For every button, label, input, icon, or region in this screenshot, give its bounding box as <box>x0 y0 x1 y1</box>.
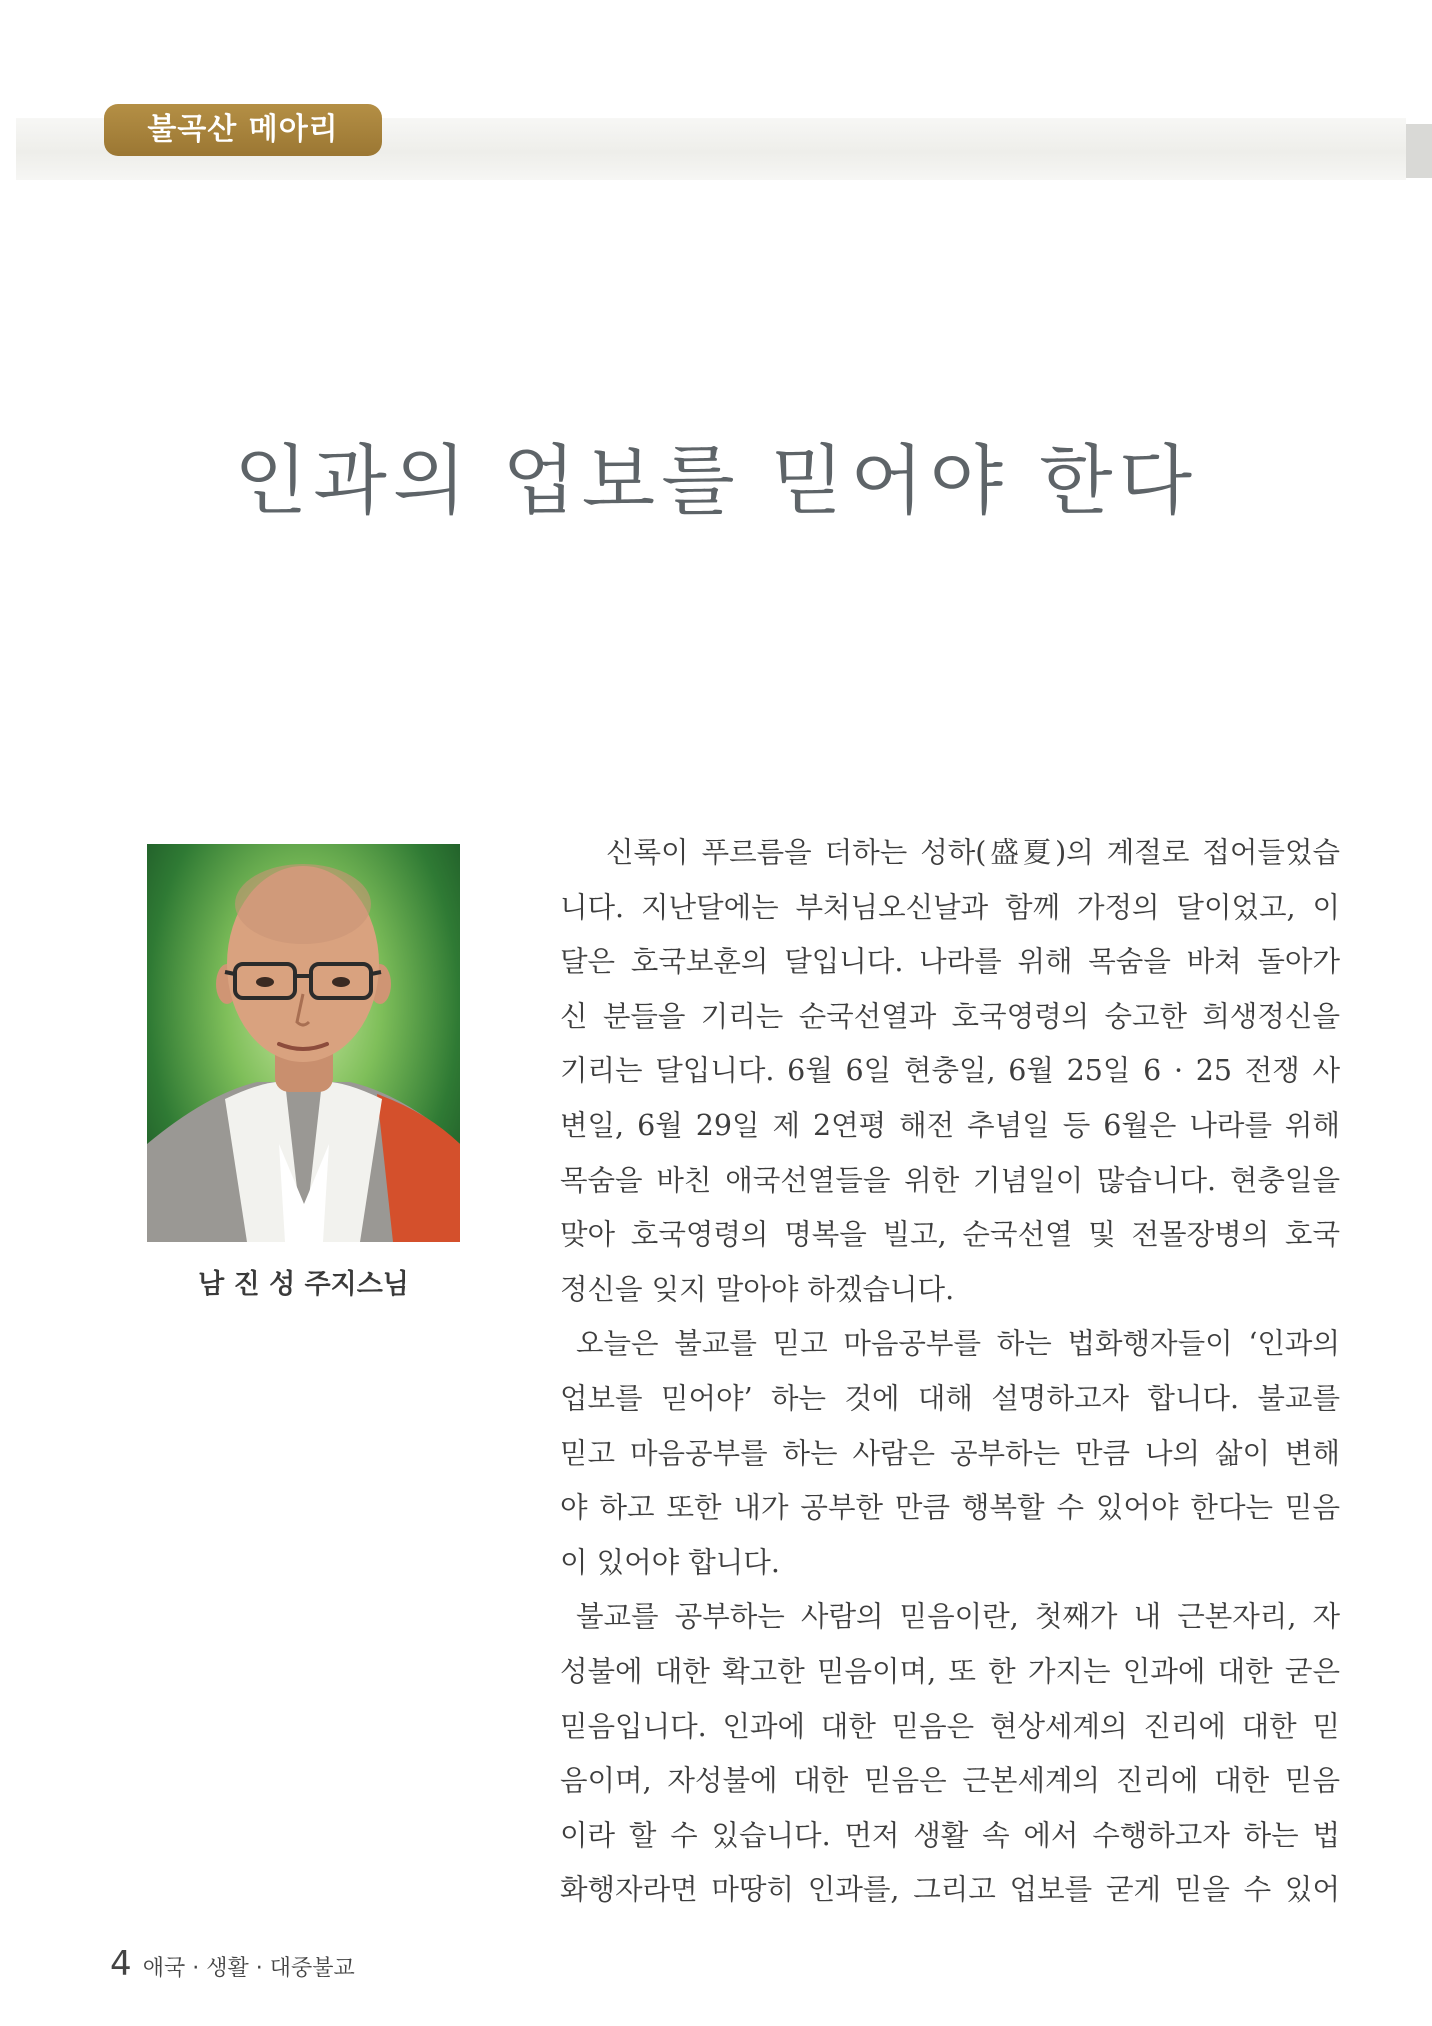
body-line: 기리는 달입니다. 6월 6일 현충일, 6월 25일 6 · 25 전쟁 사 <box>560 1054 1340 1088</box>
body-line: 화행자라면 마땅히 인과를, 그리고 업보를 굳게 믿을 수 있어 <box>560 1873 1340 1907</box>
author-caption: 남 진 성 주지스님 <box>198 1269 409 1300</box>
publication-name: 애국 · 생활 · 대중불교 <box>142 1956 355 1981</box>
body-line: 달은 호국보훈의 달입니다. 나라를 위해 목숨을 바쳐 돌아가 <box>560 945 1340 979</box>
body-line: 음이며, 자성불에 대한 믿음은 근본세계의 진리에 대한 믿음 <box>560 1764 1340 1798</box>
section-tag: 불곡산 메아리 <box>104 104 382 156</box>
body-line: 성불에 대한 확고한 믿음이며, 또 한 가지는 인과에 대한 굳은 <box>560 1654 1340 1688</box>
article-body <box>560 826 1340 1918</box>
body-line: 신록이 푸르름을 더하는 성하(盛夏)의 계절로 접어들었습 <box>606 836 1340 869</box>
body-line: 변일, 6월 29일 제 2연평 해전 추념일 등 6월은 나라를 위해 <box>560 1108 1340 1142</box>
body-line: 이라 할 수 있습니다. 먼저 생활 속 에서 수행하고자 하는 법 <box>560 1818 1340 1852</box>
body-line: 믿음입니다. 인과에 대한 믿음은 현상세계의 진리에 대한 믿 <box>560 1709 1340 1743</box>
body-line: 맞아 호국영령의 명복을 빌고, 순국선열 및 전몰장병의 호국 <box>560 1218 1340 1252</box>
portrait-illustration <box>147 844 460 1242</box>
body-line: 믿고 마음공부를 하는 사람은 공부하는 만큼 나의 삶이 변해 <box>560 1436 1340 1470</box>
article-title: 인과의 업보를 믿어야 한다 <box>233 436 1199 525</box>
page-number: 4 <box>110 1944 132 1984</box>
body-line: 신 분들을 기리는 순국선열과 호국영령의 숭고한 희생정신을 <box>560 999 1340 1033</box>
header-edge-strip <box>1406 124 1432 178</box>
page-footer <box>110 1944 355 1984</box>
body-line: 목숨을 바친 애국선열들을 위한 기념일이 많습니다. 현충일을 <box>560 1163 1340 1197</box>
body-line: 야 하고 또한 내가 공부한 만큼 행복할 수 있어야 한다는 믿음 <box>560 1491 1340 1525</box>
body-line: 니다. 지난달에는 부처님오신날과 함께 가정의 달이었고, 이 <box>560 890 1340 924</box>
body-line: 불교를 공부하는 사람의 믿음이란, 첫째가 내 근본자리, 자 <box>576 1600 1340 1634</box>
body-line: 정신을 잊지 말아야 하겠습니다. <box>560 1272 955 1306</box>
body-line: 업보를 믿어야’ 하는 것에 대해 설명하고자 합니다. 불교를 <box>560 1381 1340 1415</box>
body-line: 이 있어야 합니다. <box>560 1545 780 1579</box>
body-line: 오늘은 불교를 믿고 마음공부를 하는 법화행자들이 ‘인과의 <box>576 1327 1340 1361</box>
author-portrait <box>147 844 460 1242</box>
